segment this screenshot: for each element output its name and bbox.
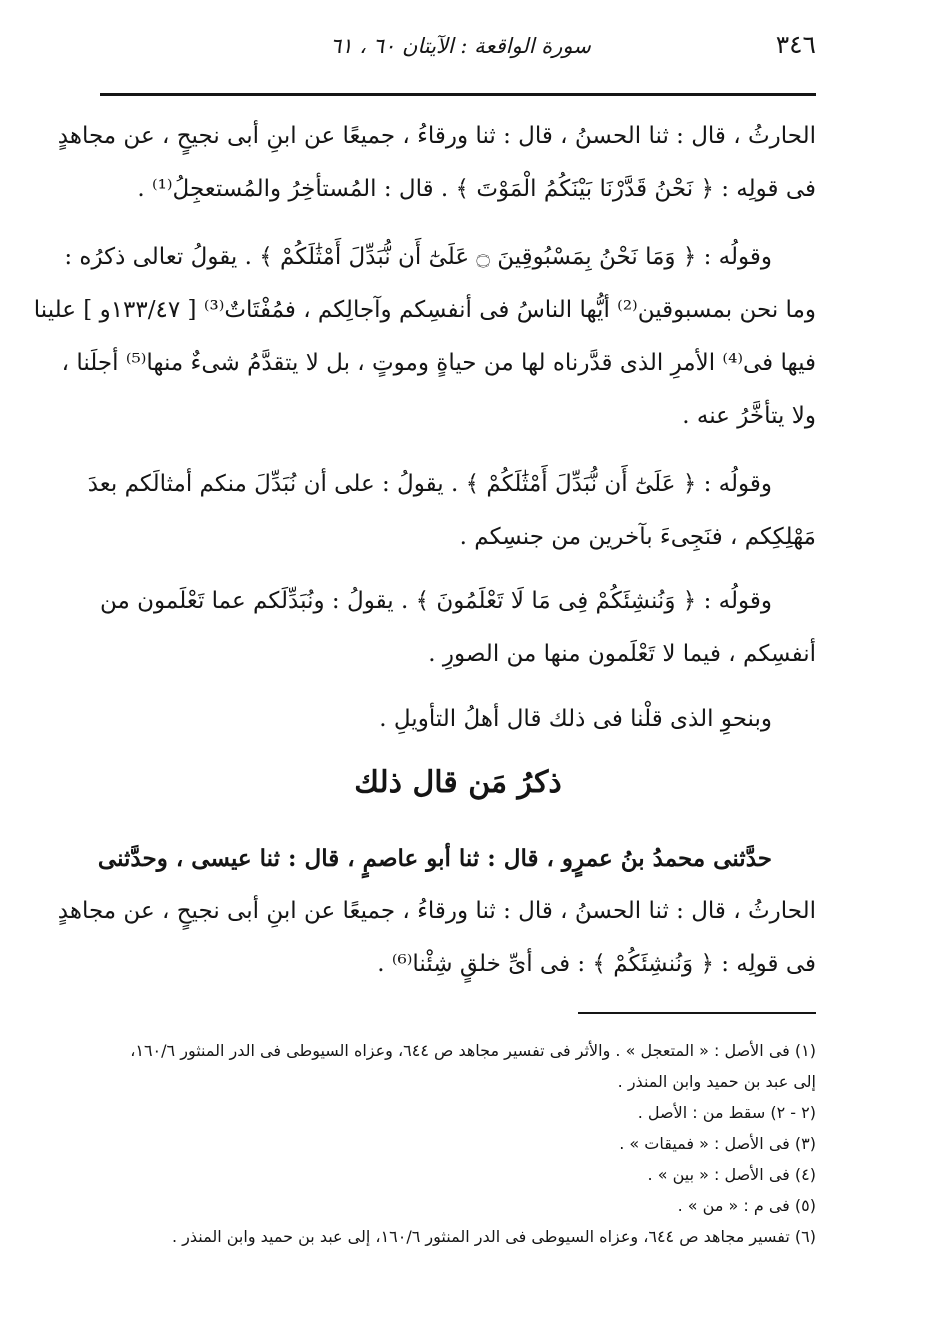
footnote-continuation: إلى عبد بن حميد وابن المنذر .: [617, 1072, 816, 1091]
text-line: ولا يتأخَّرُ عنه .: [682, 403, 816, 429]
paragraph-continuation: [57, 110, 816, 216]
footnote: (٦) تفسير مجاهد ص ٦٤٤، وعزاه السيوطى فى الدر المنثور ١٦٠/٦، إلى عبد بن حميد وابن المنذر .: [171, 1227, 816, 1246]
footnote: (٢ - ٢) سقط من : الأصل .: [637, 1103, 816, 1122]
text-line: الحارثُ ، قال : ثنا الحسنُ ، قال : ثنا ورقاءُ ، جميعًا عن ابنِ أبى نجيحٍ ، عن مجاهدٍ: [57, 898, 816, 924]
text-line: فى قولِه : ﴿ وَنُنشِئَكُمْ ﴾ : فى أىِّ خلقٍ شِئْنا⁽⁶⁾ .: [377, 951, 816, 977]
text-line: وقولُه : ﴿ وَمَا نَحْنُ بِمَسْبُوقِينَ ۝ عَلَىٰٓ أَن نُّبَدِّلَ أَمْثَٰلَكُمْ ﴾ . يقولُ تعالى ذكرُه :: [64, 244, 772, 270]
text-line: وبنحوِ الذى قلْنا فى ذلك قال أهلُ التأويلِ .: [379, 706, 772, 732]
text-line: أنفسِكم ، فيما لا تَعْلَمون منها من الصورِ .: [428, 641, 816, 667]
text-line: وقولُه : ﴿ وَنُنشِئَكُمْ فِى مَا لَا تَعْلَمُونَ ﴾ . يقولُ : ونُبَدِّلَكم عما تَعْلَمون من: [100, 588, 772, 614]
footnote: (١) فى الأصل : « المتعجل » . والأثر فى تفسير مجاهد ص ٦٤٤، وعزاه السيوطى فى الدر المنثور ١٦٠/٦،: [130, 1041, 816, 1060]
text-line: الحارثُ ، قال : ثنا الحسنُ ، قال : ثنا ورقاءُ ، جميعًا عن ابنِ أبى نجيحٍ ، عن مجاهدٍ: [57, 123, 816, 149]
paragraph-tafsir-3: [100, 575, 816, 681]
text-line: مَهْلِكِكم ، فنَجِىءَ بآخرين من جنسِكم .: [459, 524, 816, 550]
page-number: ٣٤٦: [775, 30, 816, 59]
footnote-rule: [578, 1012, 816, 1014]
text-line: حدَّثنى محمدُ بنُ عمرٍو ، قال : ثنا أبو عاصمٍ ، قال : ثنا عيسى ، وحدَّثنى: [97, 845, 772, 872]
paragraph-tafsir-4: [100, 693, 816, 746]
text-line: فيها فى⁽⁴⁾ الأمرِ الذى قدَّرناه لها من حياةٍ وموتٍ ، بل لا يتقدَّمُ شىءٌ منها⁽⁵⁾ أجلَنا ،: [61, 350, 816, 376]
footnote: (٥) فى م : « من » .: [677, 1196, 816, 1215]
text-line: وقولُه : ﴿ عَلَىٰٓ أَن نُّبَدِّلَ أَمْثَٰلَكُمْ ﴾ . يقولُ : على أن نُبَدِّلَ منكم أمثالَكم بعدَ: [87, 471, 772, 497]
paragraph-isnad: [57, 832, 816, 991]
page-header: [100, 30, 816, 70]
paragraph-tafsir-2: [87, 458, 816, 564]
section-heading: ذكرُ مَن قال ذلك: [354, 765, 562, 800]
header-rule: [100, 93, 816, 96]
text-line: وما نحن بمسبوقين⁽²⁾ أيُّها الناسُ فى أنفسِكم وآجالِكم ، فمُفْتَاتٌ⁽³⁾ [ ١٣٣/٤٧و ] علينا: [33, 297, 816, 323]
running-title: سورة الواقعة : الآيتان ٦٠ ، ٦١: [330, 34, 591, 58]
footnote: (٣) فى الأصل : « فميقات » .: [619, 1134, 816, 1153]
footnotes: [100, 1035, 816, 1252]
paragraph-tafsir-1: [33, 231, 816, 443]
text-line: فى قولِه : ﴿ نَحْنُ قَدَّرْنَا بَيْنَكُمُ الْمَوْتَ ﴾ . قال : المُستأخِرُ والمُستعجِلُ⁽¹⁾ .: [137, 176, 816, 202]
footnote: (٤) فى الأصل : « بين » .: [647, 1165, 816, 1184]
